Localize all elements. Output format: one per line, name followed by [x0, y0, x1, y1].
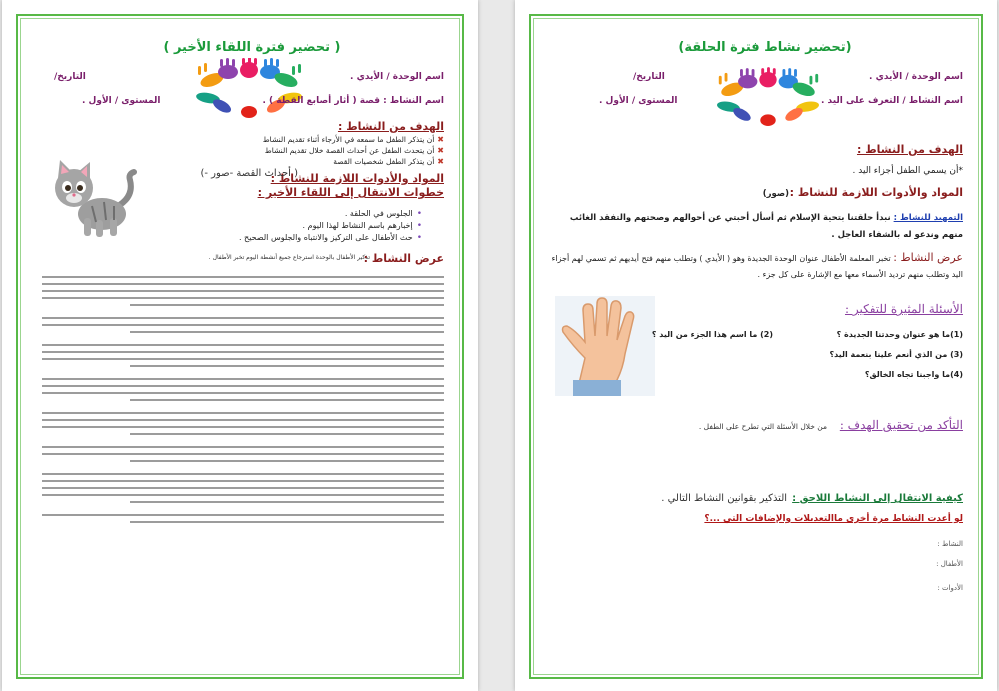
notes-tools: الأدوات : [937, 584, 963, 592]
right-goal-heading: الهدف من النشاط : [856, 143, 963, 156]
transition-step: •الجلوس في الحلقة . [344, 209, 422, 219]
right-transition-heading: كيفية الانتقال إلى النشاط اللاحق : [792, 493, 963, 504]
transition-step: •حث الأطفال على التركيز والانتباه والجلوس الصحيح . [238, 233, 422, 243]
open-hand-picture [555, 296, 655, 396]
right-intro-block [549, 210, 963, 244]
right-unit-label: اسم الوحدة / الأيدي . [869, 72, 963, 82]
goal-item: ✖أن يتذكر الطفل شخصيات القصة [333, 157, 444, 166]
left-page-title: ( تحضير فترة اللقاء الأخير ) [163, 40, 341, 55]
goal-item: ✖أن يتذكر الطفل ما سمعه في الأرجاء أثناء تقديم النشاط [262, 135, 444, 144]
transition-step: •إخبارهم باسم النشاط لهذا اليوم . [302, 221, 422, 231]
left-date-label: التاريخ/ [54, 72, 86, 82]
right-materials-heading: المواد والأدوات اللازمة للنشاط : [789, 186, 963, 199]
left-activity-label: اسم النشاط : قصة ( أثار أصابع القطة ) . [262, 96, 444, 106]
notes-children: الأطفال : [936, 560, 963, 568]
left-goal-heading: الهدف من النشاط : [337, 120, 444, 133]
right-goal-text: *أن يسمي الطفل أجزاء اليد . [852, 166, 963, 176]
right-questions-heading: الأسئلة المثيرة للتفكير : [844, 302, 963, 316]
colorful-hands-logo [713, 62, 823, 134]
question-1: (1)ما هو عنوان وحدتنا الجديدة ؟ [836, 330, 963, 339]
right-intro-heading: التمهيد للنشاط : [893, 213, 963, 223]
right-transition-block [661, 486, 963, 505]
left-transition-steps [239, 208, 422, 244]
left-unit-label: اسم الوحدة / الأيدي . [350, 72, 444, 82]
right-presentation-text: تخبر المعلمة الأطفال عنوان الوحدة الجديدة وهو ( الأيدي ) وتطلب منهم فتح أيديهم ثم تسمي لهم أجزاء اليد وتطلب منهم ترديد الأسماء معها مع الإشارة على كل جزء . [551, 254, 963, 279]
cat-illustration [50, 160, 142, 240]
right-activity-label: اسم النشاط / التعرف على اليد . [820, 96, 963, 106]
left-level-label: المستوى / الأول . [82, 96, 161, 106]
left-transition-heading: خطوات الانتقال إلى اللقاء الأخير : [257, 186, 444, 199]
right-redo-question: لو أعدت النشاط مرة أخرى ماالتعديلات والإضافات التي ...؟ [704, 514, 963, 524]
notes-activity: النشاط : [937, 540, 963, 548]
right-verify-text: من خلال الأسئلة التي تطرح على الطفل . [698, 422, 827, 431]
question-4: (4)ما واجبنا تجاه الخالق؟ [864, 370, 963, 379]
bullet-icon: • [416, 233, 422, 243]
right-materials-value: (صور) [762, 189, 789, 199]
right-document-page [515, 0, 997, 691]
bullet-icon: • [416, 209, 422, 219]
x-mark-icon: ✖ [437, 157, 444, 166]
x-mark-icon: ✖ [437, 146, 444, 155]
right-presentation-block [549, 250, 963, 283]
story-text-block [42, 276, 444, 528]
left-document-page [2, 0, 478, 691]
left-goals-list [263, 134, 444, 167]
right-presentation-heading: عرض النشاط : [893, 251, 963, 264]
right-intro-text: نبدأ حلقتنا بتحية الإسلام ثم أسأل أحبتي عن أحوالهم وصحتهم والتفقد الغائب منهم وندعو له بالشفاء العاجل . [569, 213, 963, 240]
question-3: (3) من الذي أنعم علينا بنعمة اليد؟ [829, 350, 963, 359]
right-date-label: التاريخ/ [633, 72, 665, 82]
left-presentation-heading: عرض النشاط : [363, 252, 444, 265]
goal-item: ✖أن يتحدث الطفل عن أحداث القصة خلال تقديم النشاط [264, 146, 444, 155]
right-level-label: المستوى / الأول . [599, 96, 678, 106]
left-materials-heading: المواد والأدوات اللازمة للنشاط : [270, 172, 444, 185]
left-presentation-text: تذكير الأطفال بالوحدة استرجاع جميع أنشطة اليوم تخبر الأطفال . [208, 254, 370, 261]
bullet-icon: • [416, 221, 422, 231]
right-transition-text: التذكير بقوانين النشاط التالي . [661, 493, 788, 504]
question-2: (2) ما اسم هذا الجزء من اليد ؟ [651, 330, 773, 339]
x-mark-icon: ✖ [437, 135, 444, 144]
left-materials-value: ( أحداث القصة -صور -) [200, 168, 298, 179]
right-page-title: (تحضير نشاط فترة الحلقة) [678, 40, 852, 55]
colorful-hands-logo [192, 58, 306, 120]
right-verify-heading: التأكد من تحقيق الهدف : [839, 418, 963, 432]
